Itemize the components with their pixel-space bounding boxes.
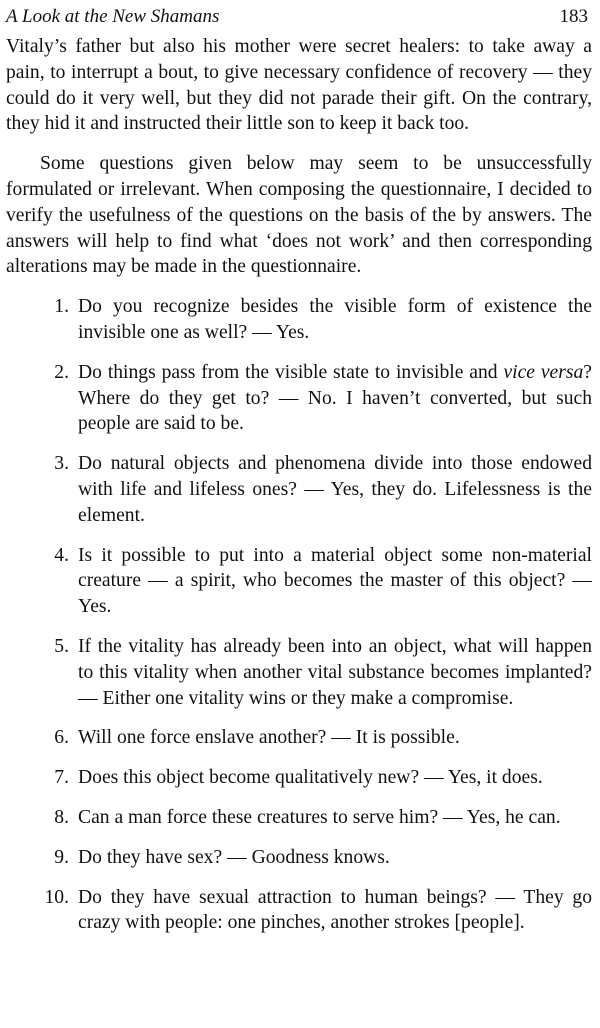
- question-text: Do you recognize besides the visible form of existence the invisible one as well? — Yes.: [78, 296, 592, 343]
- question-item: [6, 360, 592, 437]
- question-text: [78, 360, 592, 437]
- question-text-end: ? Where do they get to? — No. I haven’t converted, but such people are said to be.: [78, 361, 592, 435]
- question-text: If the vitality has already been into an object, what will happen to this vitality when another vital substance becomes implanted? — Either one vitality wins or they make a compromise.: [78, 635, 592, 709]
- question-text: Do they have sexual attraction to human beings? — They go crazy with people: one pinches, another strokes [people].: [78, 886, 592, 934]
- questionnaire-list: [6, 294, 592, 936]
- question-text: Does this object become qualitatively new? — Yes, it does.: [78, 767, 543, 789]
- question-number: 3.: [54, 453, 69, 475]
- question-item: [6, 294, 592, 346]
- question-number: 9.: [54, 846, 69, 868]
- question-number: 10.: [44, 886, 69, 908]
- question-item: [6, 725, 592, 751]
- question-text: Do natural objects and phenomena divide into those endowed with life and lifeless ones? — Yes, they do. Lifelessness is the element.: [78, 453, 592, 526]
- question-item: [6, 543, 592, 620]
- question-number: 1.: [54, 296, 69, 318]
- paragraph-questionnaire-intro: Some questions given below may seem to be unsuccessfully formulated or irrelevant. When composing the questionnaire, I decided to verify the usefulness of the questions on the basis of the by answers. The answers will help to find what ‘does not work’ and then corresponding alterations may be made in the questionnaire.: [6, 153, 592, 278]
- question-number: 6.: [54, 727, 69, 749]
- question-item: [6, 765, 592, 791]
- question-item: [6, 805, 592, 831]
- question-number: 2.: [54, 361, 69, 383]
- running-title: A Look at the New Shamans: [6, 6, 220, 27]
- question-number: 8.: [54, 806, 69, 828]
- page-number: 183: [559, 6, 588, 27]
- question-text-start: Do things pass from the visible state to invisible and: [78, 361, 504, 383]
- question-text-italic: vice versa: [503, 361, 584, 383]
- question-text: Do they have sex? — Goodness knows.: [78, 846, 390, 868]
- question-number: 4.: [54, 544, 69, 566]
- question-item: [6, 885, 592, 937]
- running-header: [6, 4, 592, 34]
- question-text: Is it possible to put into a material object some non-material creature — a spirit, who becomes the master of this object? — Yes.: [78, 544, 592, 618]
- question-text: Can a man force these creatures to serve him? — Yes, he can.: [78, 806, 561, 828]
- question-number: 7.: [54, 767, 69, 789]
- paragraph-healers: Vitaly’s father but also his mother were secret healers: to take away a pain, to interrupt a bout, to give necessary confidence of recovery — they could do it very well, but they did not parade their gift. On the contrary, they hid it and instructed their little son to keep it back too.: [6, 36, 592, 135]
- question-text: Will one force enslave another? — It is possible.: [78, 727, 460, 749]
- question-item: [6, 845, 592, 871]
- question-number: 5.: [54, 635, 69, 657]
- question-item: [6, 634, 592, 711]
- question-item: [6, 451, 592, 528]
